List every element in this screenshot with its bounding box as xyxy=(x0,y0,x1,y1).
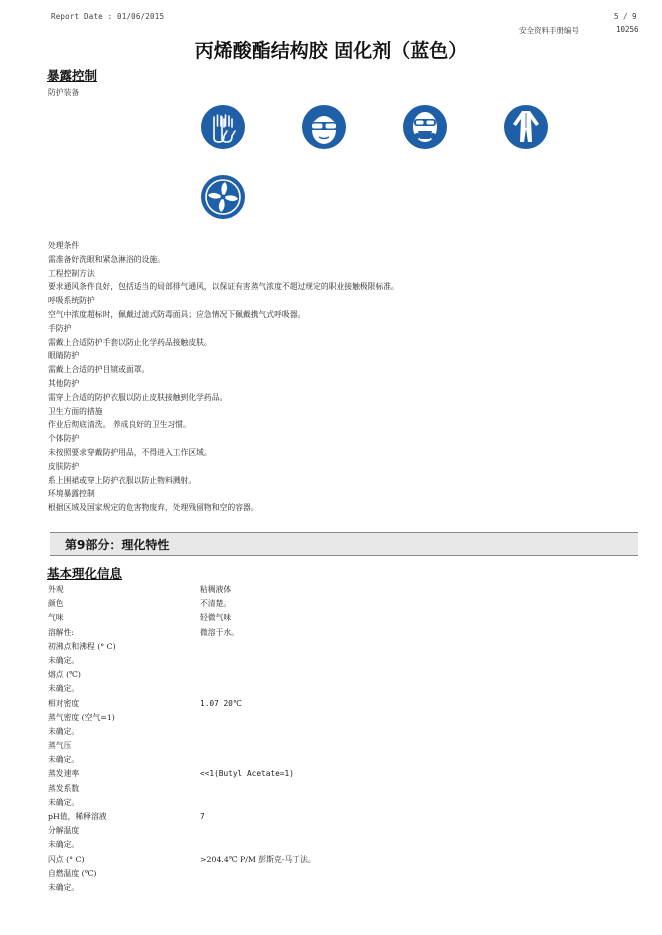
property-label: 气味 xyxy=(48,613,64,623)
section-9-band xyxy=(50,532,638,556)
ppe-line: 个体防护 xyxy=(48,434,80,444)
property-value: 微溶于水。 xyxy=(200,627,239,637)
property-label: 蒸发速率 xyxy=(48,769,80,779)
ppe-line: 作业后彻底清洗。 养成良好的卫生习惯。 xyxy=(48,420,191,430)
property-label: 溶解性: xyxy=(48,627,75,637)
property-label: 未确定。 xyxy=(48,797,80,807)
property-row xyxy=(48,867,648,881)
property-label: 外观 xyxy=(48,585,64,594)
property-value: 不清楚。 xyxy=(200,599,232,609)
ppe-line: 手防护 xyxy=(48,323,72,333)
property-row xyxy=(48,725,648,739)
property-row xyxy=(48,739,648,753)
property-label: 未确定。 xyxy=(48,726,80,736)
ppe-line: 需穿上合适的防护衣服以防止皮肤接触到化学药品。 xyxy=(48,392,228,402)
property-value: >204.4℃ P/M 彭斯克-马丁法。 xyxy=(200,854,316,864)
property-label: pH值，稀释溶液 xyxy=(48,812,107,821)
property-label: 未确定。 xyxy=(48,684,80,694)
sds-number: 10256 xyxy=(616,25,639,34)
sds-number-label: 安全资料手册编号 xyxy=(519,26,579,35)
property-label: 颜色 xyxy=(48,599,64,609)
property-label: 蒸气密度 (空气=1) xyxy=(48,712,115,722)
property-row xyxy=(48,611,648,625)
property-label: 初沸点和沸程 (° C) xyxy=(48,641,116,651)
property-row xyxy=(48,597,648,611)
ppe-line: 处理条件 xyxy=(48,241,80,250)
property-label: 熔点 (℃) xyxy=(48,670,81,680)
property-row xyxy=(48,824,648,838)
document-title: 丙烯酸酯结构胶 固化剂（蓝色） xyxy=(194,40,468,62)
ppe-line: 要求通风条件良好，包括适当的局部排气通风，以保证有害蒸气浓度不超过规定的职业接触极限标准。 xyxy=(48,282,399,292)
property-row xyxy=(48,810,648,824)
property-row xyxy=(48,640,648,654)
property-label: 未确定。 xyxy=(48,840,80,850)
ppe-line: 环境暴露控制 xyxy=(48,489,95,499)
property-row xyxy=(48,697,648,711)
property-row xyxy=(48,838,648,852)
property-value: 1.07 20℃ xyxy=(200,698,242,708)
ppe-line: 需准备好洗眼和紧急淋浴的设施。 xyxy=(48,254,165,264)
property-label: 未确定。 xyxy=(48,655,80,665)
property-row xyxy=(48,711,648,725)
property-row xyxy=(48,782,648,796)
ppe-line: 呼吸系统防护 xyxy=(48,296,95,306)
gloves-icon xyxy=(200,104,246,150)
property-label: 蒸发系数 xyxy=(48,783,80,793)
exposure-controls-text xyxy=(48,239,648,515)
ppe-line: 需戴上合适防护手套以防止化学药品接触皮肤。 xyxy=(48,337,212,347)
ppe-label: 防护装备 xyxy=(48,88,80,97)
basic-properties-heading: 基本理化信息 xyxy=(47,566,123,581)
property-row xyxy=(48,583,648,597)
property-label: 闪点 (° C) xyxy=(48,854,85,864)
ppe-line: 其他防护 xyxy=(48,378,80,388)
ventilation-fan-icon xyxy=(200,174,246,220)
property-value: <<1(Butyl Acetate=1) xyxy=(200,769,294,779)
property-label: 未确定。 xyxy=(48,755,80,765)
section-9-title: 第9部分：理化特性 xyxy=(65,538,170,552)
properties-table xyxy=(48,583,648,895)
ppe-line: 系上围裙或穿上防护衣服以防止物料溅射。 xyxy=(48,475,197,485)
ppe-line: 根据区域及国家规定的危害物废弃，处理残留物和空的容器。 xyxy=(48,503,259,513)
property-row xyxy=(48,881,648,895)
ppe-line: 未按照要求穿戴防护用品，不得进入工作区域。 xyxy=(48,447,212,457)
property-row xyxy=(48,753,648,767)
property-row xyxy=(48,626,648,640)
property-value: 7 xyxy=(200,812,205,821)
property-row xyxy=(48,796,648,810)
page-number: 5 / 9 xyxy=(614,12,637,21)
ppe-line: 工程控制方法 xyxy=(48,268,95,278)
ppe-line: 眼睛防护 xyxy=(48,351,80,361)
property-row xyxy=(48,668,648,682)
property-value: 粘稠液体 xyxy=(200,585,232,594)
respirator-mask-icon xyxy=(402,104,448,150)
ppe-line: 卫生方面的措施 xyxy=(48,406,103,416)
property-value: 轻微气味 xyxy=(200,613,232,623)
protective-suit-icon xyxy=(503,104,549,150)
property-label: 自燃温度 (℃) xyxy=(48,868,97,878)
ppe-line: 皮肤防护 xyxy=(48,461,80,471)
ppe-line: 空气中浓度超标时，佩戴过滤式防毒面具；应急情况下佩戴携气式呼吸器。 xyxy=(48,309,306,319)
property-label: 相对密度 xyxy=(48,698,80,708)
property-label: 未确定。 xyxy=(48,882,80,892)
safety-goggles-icon xyxy=(301,104,347,150)
property-row xyxy=(48,767,648,781)
exposure-controls-heading: 暴露控制 xyxy=(47,68,98,83)
property-row xyxy=(48,654,648,668)
ppe-line: 需戴上合适的护目镜或面罩。 xyxy=(48,365,150,375)
report-date: Report Date : 01/06/2015 xyxy=(51,12,165,21)
property-label: 蒸气压 xyxy=(48,741,72,751)
property-label: 分解温度 xyxy=(48,826,80,836)
property-row xyxy=(48,682,648,696)
property-row xyxy=(48,853,648,867)
